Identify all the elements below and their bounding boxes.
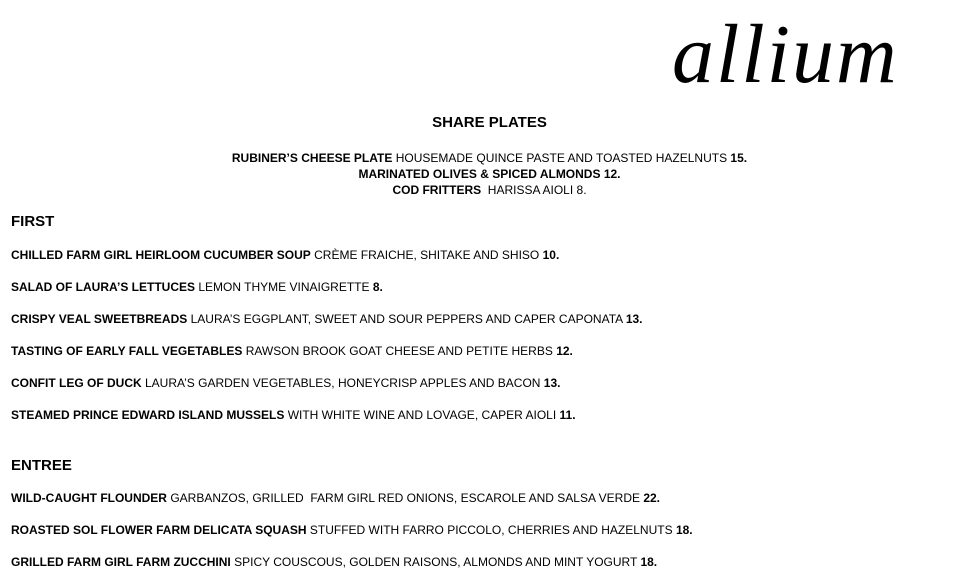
menu-item: [11, 344, 573, 359]
dish-description: GARBANZOS, GRILLED FARM GIRL RED ONIONS, ESCAROLE AND SALSA VERDE: [166, 491, 644, 505]
menu-item: [11, 376, 560, 391]
restaurant-logo: allium: [672, 8, 899, 101]
menu-item: [11, 312, 643, 327]
dish-name: WILD-CAUGHT FLOUNDER: [11, 491, 167, 505]
dish-name: COD FRITTERS: [392, 183, 482, 197]
menu-item: [11, 523, 693, 538]
menu-item: [11, 280, 383, 295]
dish-name: CRISPY VEAL SWEETBREADS: [11, 312, 188, 326]
menu-item: [11, 408, 576, 423]
share-plates-list: [0, 150, 979, 198]
dish-price: 8.: [576, 183, 587, 197]
share-plates-heading: SHARE PLATES: [432, 114, 547, 131]
dish-description: LAURA’S EGGPLANT, SWEET AND SOUR PEPPERS AND CAPER CAPONATA: [187, 312, 626, 326]
dish-price: 18.: [675, 523, 693, 537]
dish-description: WITH WHITE WINE AND LOVAGE, CAPER AIOLI: [284, 408, 560, 422]
first-course-heading: FIRST: [11, 213, 55, 230]
dish-price: 8.: [372, 280, 383, 294]
share-plate-item: [0, 166, 979, 182]
dish-price: 12.: [556, 344, 573, 358]
menu-item: [11, 248, 559, 263]
dish-description: CRÈME FRAICHE, SHITAKE AND SHISO: [310, 248, 543, 262]
dish-description: STUFFED WITH FARRO PICCOLO, CHERRIES AND HAZELNUTS: [306, 523, 676, 537]
dish-price: 10.: [542, 248, 560, 262]
dish-price: 15.: [730, 151, 748, 165]
menu-item: [11, 491, 660, 506]
dish-description: RAWSON BROOK GOAT CHEESE AND PETITE HERBS: [242, 344, 557, 358]
menu-item: [11, 555, 657, 570]
dish-description: SPICY COUSCOUS, GOLDEN RAISONS, ALMONDS AND MINT YOGURT: [230, 555, 641, 569]
dish-description: LAURA’S GARDEN VEGETABLES, HONEYCRISP APPLES AND BACON: [141, 376, 544, 390]
dish-price: 13.: [543, 376, 561, 390]
dish-description: HARISSA AIOLI: [481, 183, 577, 197]
dish-name: CONFIT LEG OF DUCK: [11, 376, 142, 390]
dish-price: 11.: [559, 408, 576, 422]
share-plate-item: [0, 150, 979, 166]
dish-name: MARINATED OLIVES & SPICED ALMONDS: [358, 167, 601, 181]
dish-name: TASTING OF EARLY FALL VEGETABLES: [11, 344, 243, 358]
dish-price: 13.: [625, 312, 643, 326]
dish-name: RUBINER’S CHEESE PLATE: [231, 151, 393, 165]
dish-name: STEAMED PRINCE EDWARD ISLAND MUSSELS: [11, 408, 285, 422]
dish-price: 12.: [603, 167, 621, 181]
dish-description: HOUSEMADE QUINCE PASTE AND TOASTED HAZELNUTS: [392, 151, 731, 165]
dish-name: GRILLED FARM GIRL FARM ZUCCHINI: [11, 555, 231, 569]
dish-price: 18.: [640, 555, 658, 569]
entree-heading: ENTREE: [11, 457, 72, 474]
dish-description: LEMON THYME VINAIGRETTE: [195, 280, 373, 294]
share-plate-item: [0, 182, 979, 198]
dish-name: SALAD OF LAURA’S LETTUCES: [11, 280, 196, 294]
dish-name: CHILLED FARM GIRL HEIRLOOM CUCUMBER SOUP: [11, 248, 311, 262]
dish-name: ROASTED SOL FLOWER FARM DELICATA SQUASH: [11, 523, 307, 537]
dish-price: 22.: [643, 491, 661, 505]
